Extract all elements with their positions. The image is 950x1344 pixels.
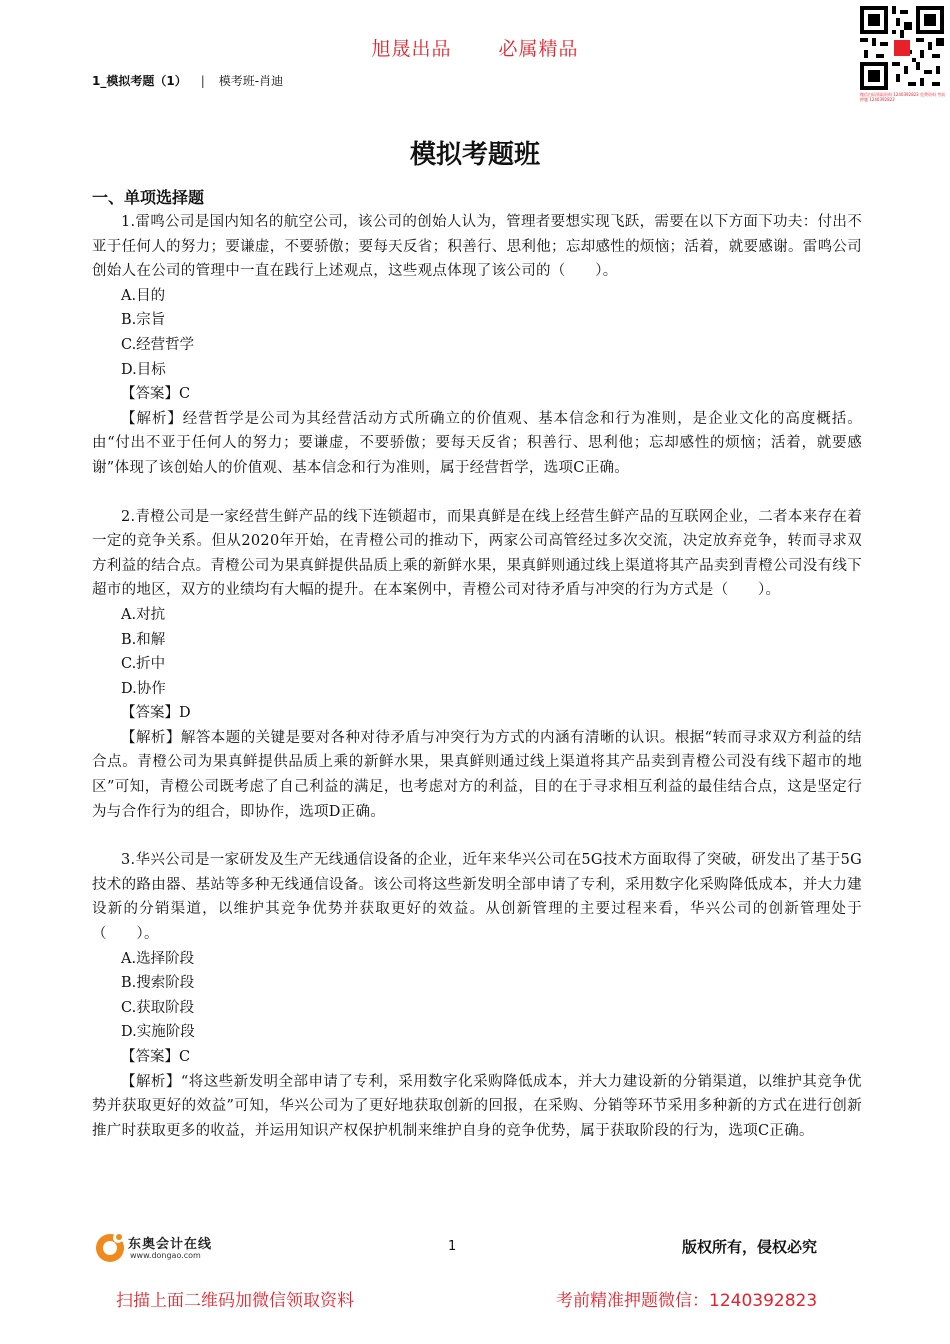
option-a: A.目的: [121, 287, 166, 304]
question-1: [92, 210, 862, 481]
promo-bottom-right: 考前精准押题微信：1240392823: [556, 1291, 818, 1311]
question-stem: 2.青橙公司是一家经营生鲜产品的线下连锁超市，而果真鲜是在线上经营生鲜产品的互联网企业，二者本来存在着一定的竞争关系。但从2020年开始，在青橙公司的推动下，两家公司高管经过多次交流，决定放弃竞争，转而寻求双方利益的结合点。青橙公司为果真鲜提供品质上乘的新鲜水果，果真鲜则通过线上渠道将其产品卖到青橙公司没有线下超市的地区，双方的业绩均有大幅的提升。在本案例中，青橙公司对待矛盾与冲突的行为方式是（ ）。: [92, 508, 862, 599]
page-number: 1: [448, 1239, 457, 1254]
header-separator: |: [200, 74, 205, 88]
option-c: C.经营哲学: [121, 336, 195, 353]
analysis-paragraph: 【解析】“将这些新发明全部申请了专利，采用数字化采购降低成本，并大力建设新的分销渠道，以维护其竞争优势并获取更好的效益”可知，华兴公司为了更好地获取创新的回报，在采购、分销等环节采用多种新的方式在进行创新推广时获取更多的收益，并运用知识产权保护机制来维护自身的竞争优势，属于获取阶段的行为，选项C正确。: [92, 1073, 862, 1139]
copyright-notice: 版权所有，侵权必究: [682, 1238, 818, 1256]
promo-top-right: 必属精品: [498, 38, 579, 60]
question-stem: 1.雷鸣公司是国内知名的航空公司，该公司的创始人认为，管理者要想实现飞跃，需要在以下方面下功夫：付出不亚于任何人的努力；要谦虚，不要骄傲；要每天反省；积善行、思利他；忘却感性的烦恼；活着，就要感谢。雷鸣公司创始人在公司的管理中一直在践行上述观点，这些观点体现了该公司的（ ）。: [92, 214, 862, 280]
promo-top-left: 旭晟出品: [371, 38, 452, 60]
qr-code-icon[interactable]: [860, 6, 944, 90]
running-header: [92, 72, 283, 89]
analysis-paragraph: 【解析】解答本题的关键是要对各种对待矛盾与冲突行为方式的内涵有清晰的认识。根据“转而寻求双方利益的结合点。青橙公司为果真鲜提供品质上乘的新鲜水果，果真鲜则通过线上渠道将其产品卖到青橙公司没有线下超市的地区”可知，青橙公司既考虑了自己利益的满足，也考虑对方的利益，目的在于寻求相互利益的最佳结合点，这是坚定行为与合作行为的组合，即协作，选项D正确。: [92, 729, 862, 820]
option-a: A.选择阶段: [121, 950, 195, 967]
section-heading: 一、单项选择题: [92, 188, 205, 207]
question-2: [92, 505, 862, 825]
promo-bottom-left: 扫描上面二维码加微信领取资料: [116, 1291, 354, 1311]
option-c: C.获取阶段: [121, 999, 195, 1016]
answer-line: 【答案】D: [121, 705, 191, 722]
option-a: A.对抗: [121, 606, 166, 623]
header-course: 模考班-肖迪: [218, 74, 284, 88]
option-c: C.折中: [121, 656, 166, 673]
logo-name: 东奥会计在线: [128, 1237, 213, 1252]
qr-caption: 微信扫码领取资料 1240392823 免费资料 考前押题 1240392823: [860, 92, 946, 102]
answer-line: 【答案】C: [121, 1049, 191, 1065]
option-d: D.目标: [121, 361, 166, 378]
option-d: D.协作: [121, 680, 166, 697]
logo-url[interactable]: www.dongao.com: [130, 1251, 201, 1260]
header-chapter: 1_模拟考题（1）: [92, 74, 187, 88]
option-d: D.实施阶段: [121, 1024, 195, 1041]
answer-line: 【答案】C: [121, 386, 191, 403]
question-3: [92, 848, 862, 1143]
option-b: B.搜索阶段: [121, 975, 195, 992]
document-body: [92, 186, 862, 1143]
option-b: B.和解: [121, 631, 166, 648]
question-stem: 3.华兴公司是一家研发及生产无线通信设备的企业，近年来华兴公司在5G技术方面取得了突破，研发出了基于5G技术的路由器、基站等多种无线通信设备。该公司将这些新发明全部申请了专利，采用数字化采购降低成本，并大力建设新的分销渠道，以维护其竞争优势并获取更好的效益。从创新管理的主要过程来看，华兴公司的创新管理处于（ ）。: [92, 852, 862, 943]
page-title: 模拟考题班: [409, 140, 540, 170]
analysis-paragraph: 【解析】经营哲学是公司为其经营活动方式所确立的价值观、基本信念和行为准则，是企业文化的高度概括。由“付出不亚于任何人的努力；要谦虚，不要骄傲；要每天反省；积善行、思利他；忘却感性的烦恼；活着，就要感谢”体现了该创始人的价值观、基本信念和行为准则，属于经营哲学，选项C正确。: [92, 410, 862, 476]
promo-banner-top: [0, 34, 950, 61]
option-b: B.宗旨: [121, 312, 166, 329]
